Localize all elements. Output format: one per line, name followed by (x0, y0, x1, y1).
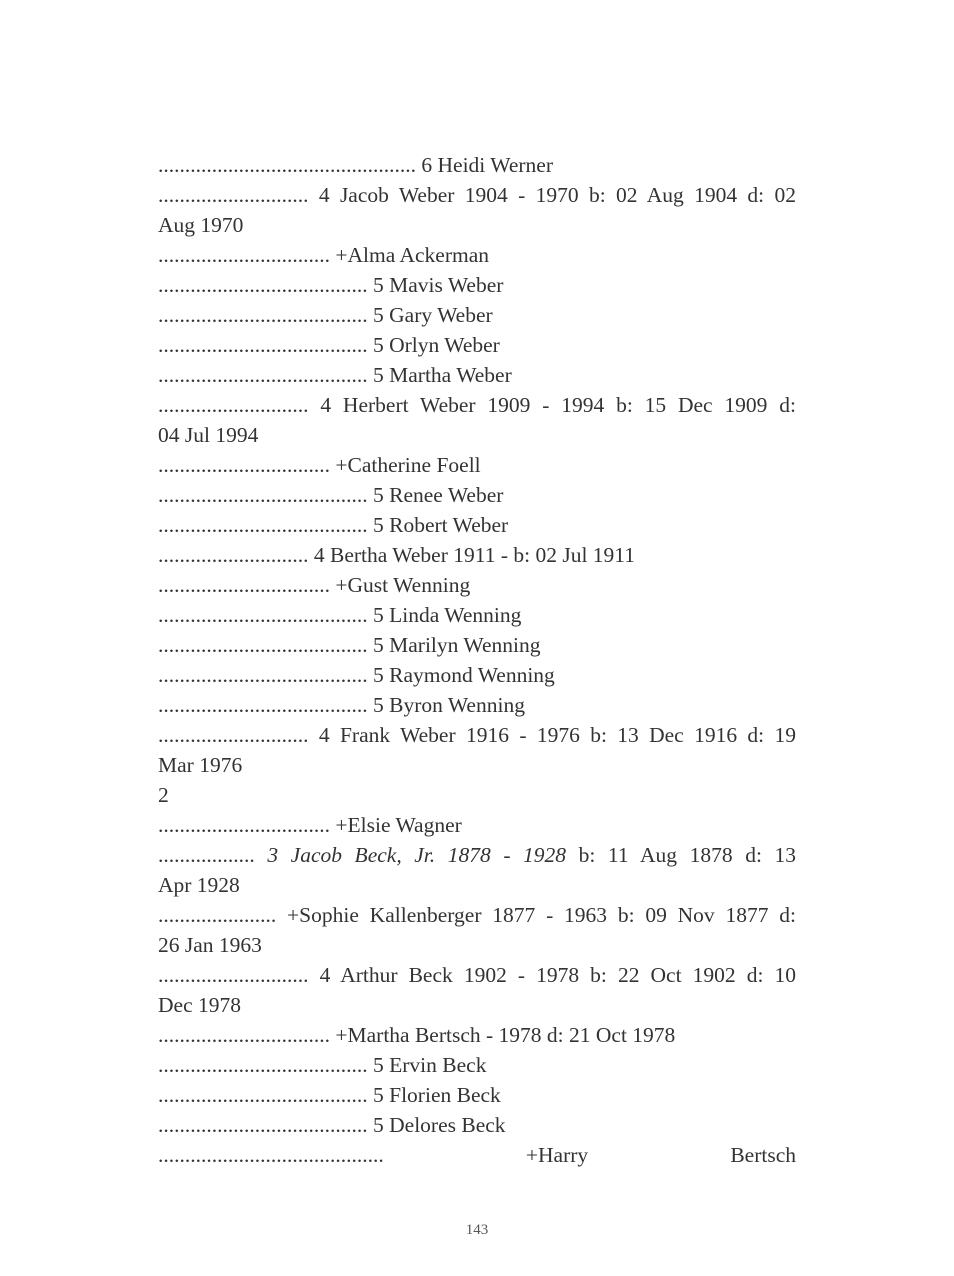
ancestor-name-italic: 3 Jacob Beck, Jr. 1878 - 1928 (267, 843, 567, 867)
leader-dots: .................. (158, 843, 255, 867)
text-line: Dec 1978 (158, 993, 241, 1017)
genealogy-text (158, 150, 796, 1170)
ancestor-dates: b: 11 Aug 1878 d: 13 (578, 843, 796, 867)
text-line: ....................................... 5 Robert Weber (158, 513, 509, 537)
text-line: Apr 1928 (158, 873, 240, 897)
text-line: ............................ 4 Frank Weber 1916 - 1976 b: 13 Dec 1916 d: 19 (158, 723, 796, 747)
text-line: Mar 1976 (158, 753, 243, 777)
text-line: ................................ +Gust Wenning (158, 573, 471, 597)
text-line: ....................................... 5 Ervin Beck (158, 1053, 487, 1077)
text-line: ............................ 4 Herbert Weber 1909 - 1994 b: 15 Dec 1909 d: (158, 393, 796, 417)
text-line: 04 Jul 1994 (158, 423, 259, 447)
text-line: 2 (158, 783, 169, 807)
text-line-jacob-beck (158, 840, 796, 870)
text-line: 26 Jan 1963 (158, 933, 262, 957)
text-line: ....................................... 5 Marilyn Wenning (158, 633, 541, 657)
text-line: ................................ +Elsie Wagner (158, 813, 462, 837)
text-line: ....................................... 5 Florien Beck (158, 1083, 501, 1107)
text-line: ....................................... 5 Orlyn Weber (158, 333, 500, 357)
spouse-first-name: +Harry (525, 1143, 589, 1167)
text-line: ....................................... 5 Raymond Wenning (158, 663, 555, 687)
text-line: ............................ 4 Arthur Beck 1902 - 1978 b: 22 Oct 1902 d: 10 (158, 963, 796, 987)
text-line: ................................ +Martha Bertsch - 1978 d: 21 Oct 1978 (158, 1023, 676, 1047)
text-line: ....................................... 5 Gary Weber (158, 303, 493, 327)
text-line: ....................................... 5 Martha Weber (158, 363, 512, 387)
text-line: ....................................... 5 Linda Wenning (158, 603, 522, 627)
text-line: ....................................... 5 Renee Weber (158, 483, 504, 507)
page-number: 143 (465, 1222, 489, 1238)
text-line: ................................ +Alma Ackerman (158, 243, 489, 267)
text-line: ............................ 4 Bertha Weber 1911 - b: 02 Jul 1911 (158, 543, 635, 567)
text-line: ....................................... 5 Mavis Weber (158, 273, 504, 297)
text-line: ............................ 4 Jacob Weber 1904 - 1970 b: 02 Aug 1904 d: 02 (158, 183, 796, 207)
text-line: ...................... +Sophie Kallenberger 1877 - 1963 b: 09 Nov 1877 d: (158, 903, 796, 927)
text-line: ....................................... 5 Byron Wenning (158, 693, 525, 717)
leader-dots: .......................................... (158, 1143, 384, 1167)
text-line: ................................................ 6 Heidi Werner (158, 153, 553, 177)
text-line: ....................................... 5 Delores Beck (158, 1113, 506, 1137)
text-line-last (158, 1140, 796, 1170)
spouse-last-name: Bertsch (730, 1143, 797, 1167)
text-line: ................................ +Catherine Foell (158, 453, 481, 477)
text-line: Aug 1970 (158, 213, 244, 237)
